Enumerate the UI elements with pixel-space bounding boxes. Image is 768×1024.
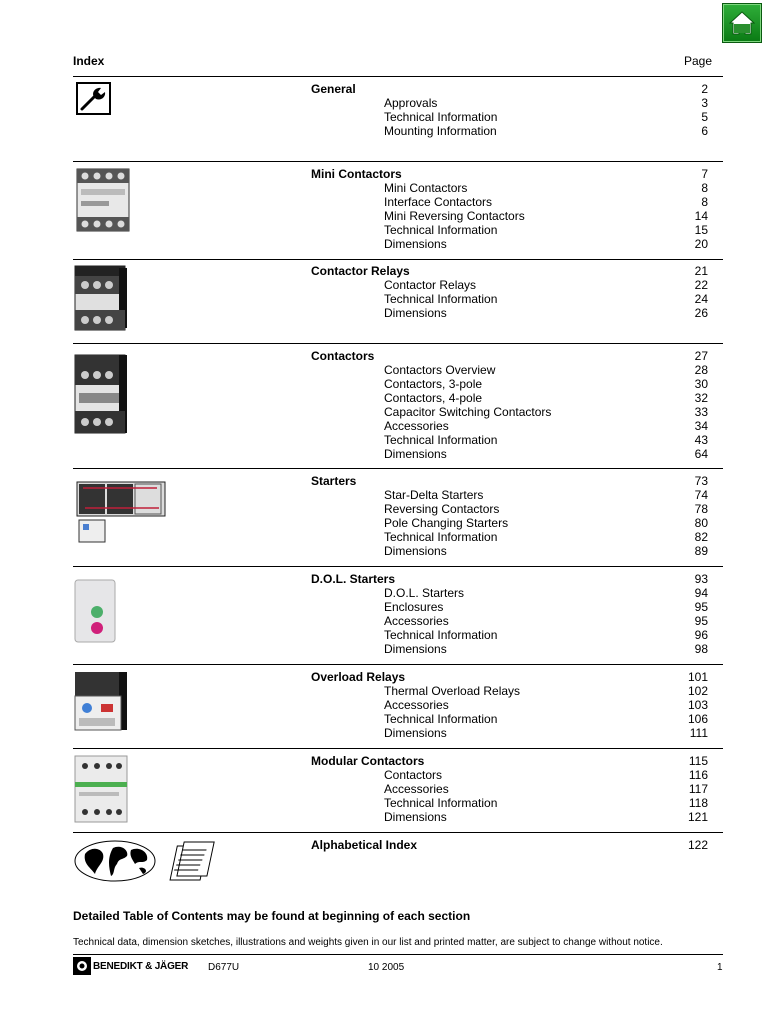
toc-subentry[interactable]: Dimensions 26 (384, 306, 708, 320)
disclaimer-text: Technical data, dimension sketches, illustrations and weights given in our list and printed matter, are subject to change without notice. (73, 937, 663, 948)
logo-mark-icon (73, 957, 91, 975)
toc-section-contactors (73, 349, 723, 464)
toc-subentry[interactable]: Interface Contactors 8 (384, 195, 708, 209)
toc-subentry[interactable]: Dimensions 89 (384, 544, 708, 558)
index-heading: Index (73, 54, 105, 68)
toc-subentry[interactable]: Pole Changing Starters 80 (384, 516, 708, 530)
toc-entry-overload-relays[interactable]: Overload Relays 101 (311, 670, 708, 684)
toc-section-alphabetical-index (73, 838, 723, 888)
toc-subentry[interactable]: Capacitor Switching Contactors 33 (384, 405, 708, 419)
toc-subentry[interactable]: Dimensions 111 (384, 726, 708, 740)
toc-entry-mini-contactors[interactable]: Mini Contactors 7 (311, 167, 708, 181)
toc-subentry[interactable]: Contactors Overview 28 (384, 363, 708, 377)
enclosure-image (73, 576, 119, 644)
logo-text: BENEDIKT & JÄGER (93, 961, 189, 972)
toc-subentry[interactable]: Mounting Information 6 (384, 124, 708, 138)
overload-relay-image (73, 670, 129, 732)
divider (73, 343, 723, 344)
toc-subentry[interactable]: Enclosures 95 (384, 600, 708, 614)
home-button[interactable] (722, 3, 762, 43)
divider (73, 832, 723, 833)
divider (73, 161, 723, 162)
modular-contactor-image (73, 754, 131, 824)
toc-subentry[interactable]: Contactors, 3-pole 30 (384, 377, 708, 391)
document-code: D677U (208, 962, 240, 973)
divider (73, 468, 723, 469)
toc-subentry[interactable]: Technical Information 5 (384, 110, 708, 124)
wrench-icon (73, 82, 111, 116)
toc-section-starters (73, 474, 723, 562)
toc-subentry[interactable]: Technical Information 15 (384, 223, 708, 237)
toc-entry-alphabetical-index[interactable]: Alphabetical Index 122 (311, 838, 708, 852)
toc-subentry[interactable]: Dimensions 121 (384, 810, 708, 824)
toc-subentry[interactable]: Accessories 103 (384, 698, 708, 712)
toc-subentry[interactable]: Technical Information 43 (384, 433, 708, 447)
divider (73, 664, 723, 665)
toc-subentry[interactable]: Mini Contactors 8 (384, 181, 708, 195)
toc-subentry[interactable]: Reversing Contactors 78 (384, 502, 708, 516)
divider (73, 566, 723, 567)
toc-subentry[interactable]: Dimensions 64 (384, 447, 708, 461)
starter-assembly-image (73, 478, 171, 544)
toc-subentry[interactable]: Dimensions 98 (384, 642, 708, 656)
toc-subentry[interactable]: Contactors 116 (384, 768, 708, 782)
toc-section-modular-contactors (73, 754, 723, 828)
divider (73, 748, 723, 749)
divider (73, 76, 723, 77)
contactor-relay-image (73, 264, 129, 332)
toc-entry-dol-starters[interactable]: D.O.L. Starters 93 (311, 572, 708, 586)
toc-subentry[interactable]: Contactor Relays 22 (384, 278, 708, 292)
toc-subentry[interactable]: Accessories 117 (384, 782, 708, 796)
toc-subentry[interactable]: Technical Information 24 (384, 292, 708, 306)
toc-subentry[interactable]: D.O.L. Starters 94 (384, 586, 708, 600)
toc-section-overload-relays (73, 670, 723, 744)
toc-subentry[interactable]: Mini Reversing Contactors 14 (384, 209, 708, 223)
toc-subentry[interactable]: Approvals 3 (384, 96, 708, 110)
toc-subentry[interactable]: Contactors, 4-pole 32 (384, 391, 708, 405)
toc-subentry[interactable]: Accessories 34 (384, 419, 708, 433)
toc-entry-starters[interactable]: Starters 73 (311, 474, 708, 488)
toc-subentry[interactable]: Technical Information 96 (384, 628, 708, 642)
toc-note: Detailed Table of Contents may be found at beginning of each section (73, 909, 471, 923)
toc-entry-general[interactable]: General 2 (311, 82, 708, 96)
toc-entry-contactors[interactable]: Contactors 27 (311, 349, 708, 363)
divider (73, 259, 723, 260)
home-icon (729, 10, 755, 36)
toc-subentry[interactable]: Accessories 95 (384, 614, 708, 628)
page-column-heading: Page (684, 54, 713, 68)
document-date: 10 2005 (368, 962, 405, 973)
company-logo (73, 957, 191, 975)
document-stack-icon (170, 842, 214, 880)
page-number: 1 (717, 962, 723, 973)
toc-section-dol-starters (73, 572, 723, 660)
toc-subentry[interactable]: Star-Delta Starters 74 (384, 488, 708, 502)
toc-entry-modular-contactors[interactable]: Modular Contactors 115 (311, 754, 708, 768)
mini-contactor-image (73, 167, 133, 233)
divider (73, 954, 723, 955)
toc-subentry[interactable]: Technical Information 106 (384, 712, 708, 726)
toc-subentry[interactable]: Technical Information 82 (384, 530, 708, 544)
toc-section-general (73, 82, 723, 154)
toc-section-mini-contactors (73, 167, 723, 257)
world-map-icon (73, 838, 223, 884)
toc-section-contactor-relays (73, 264, 723, 338)
toc-subentry[interactable]: Thermal Overload Relays 102 (384, 684, 708, 698)
toc-subentry[interactable]: Technical Information 118 (384, 796, 708, 810)
contactor-image (73, 353, 129, 435)
toc-entry-contactor-relays[interactable]: Contactor Relays 21 (311, 264, 708, 278)
toc-subentry[interactable]: Dimensions 20 (384, 237, 708, 251)
